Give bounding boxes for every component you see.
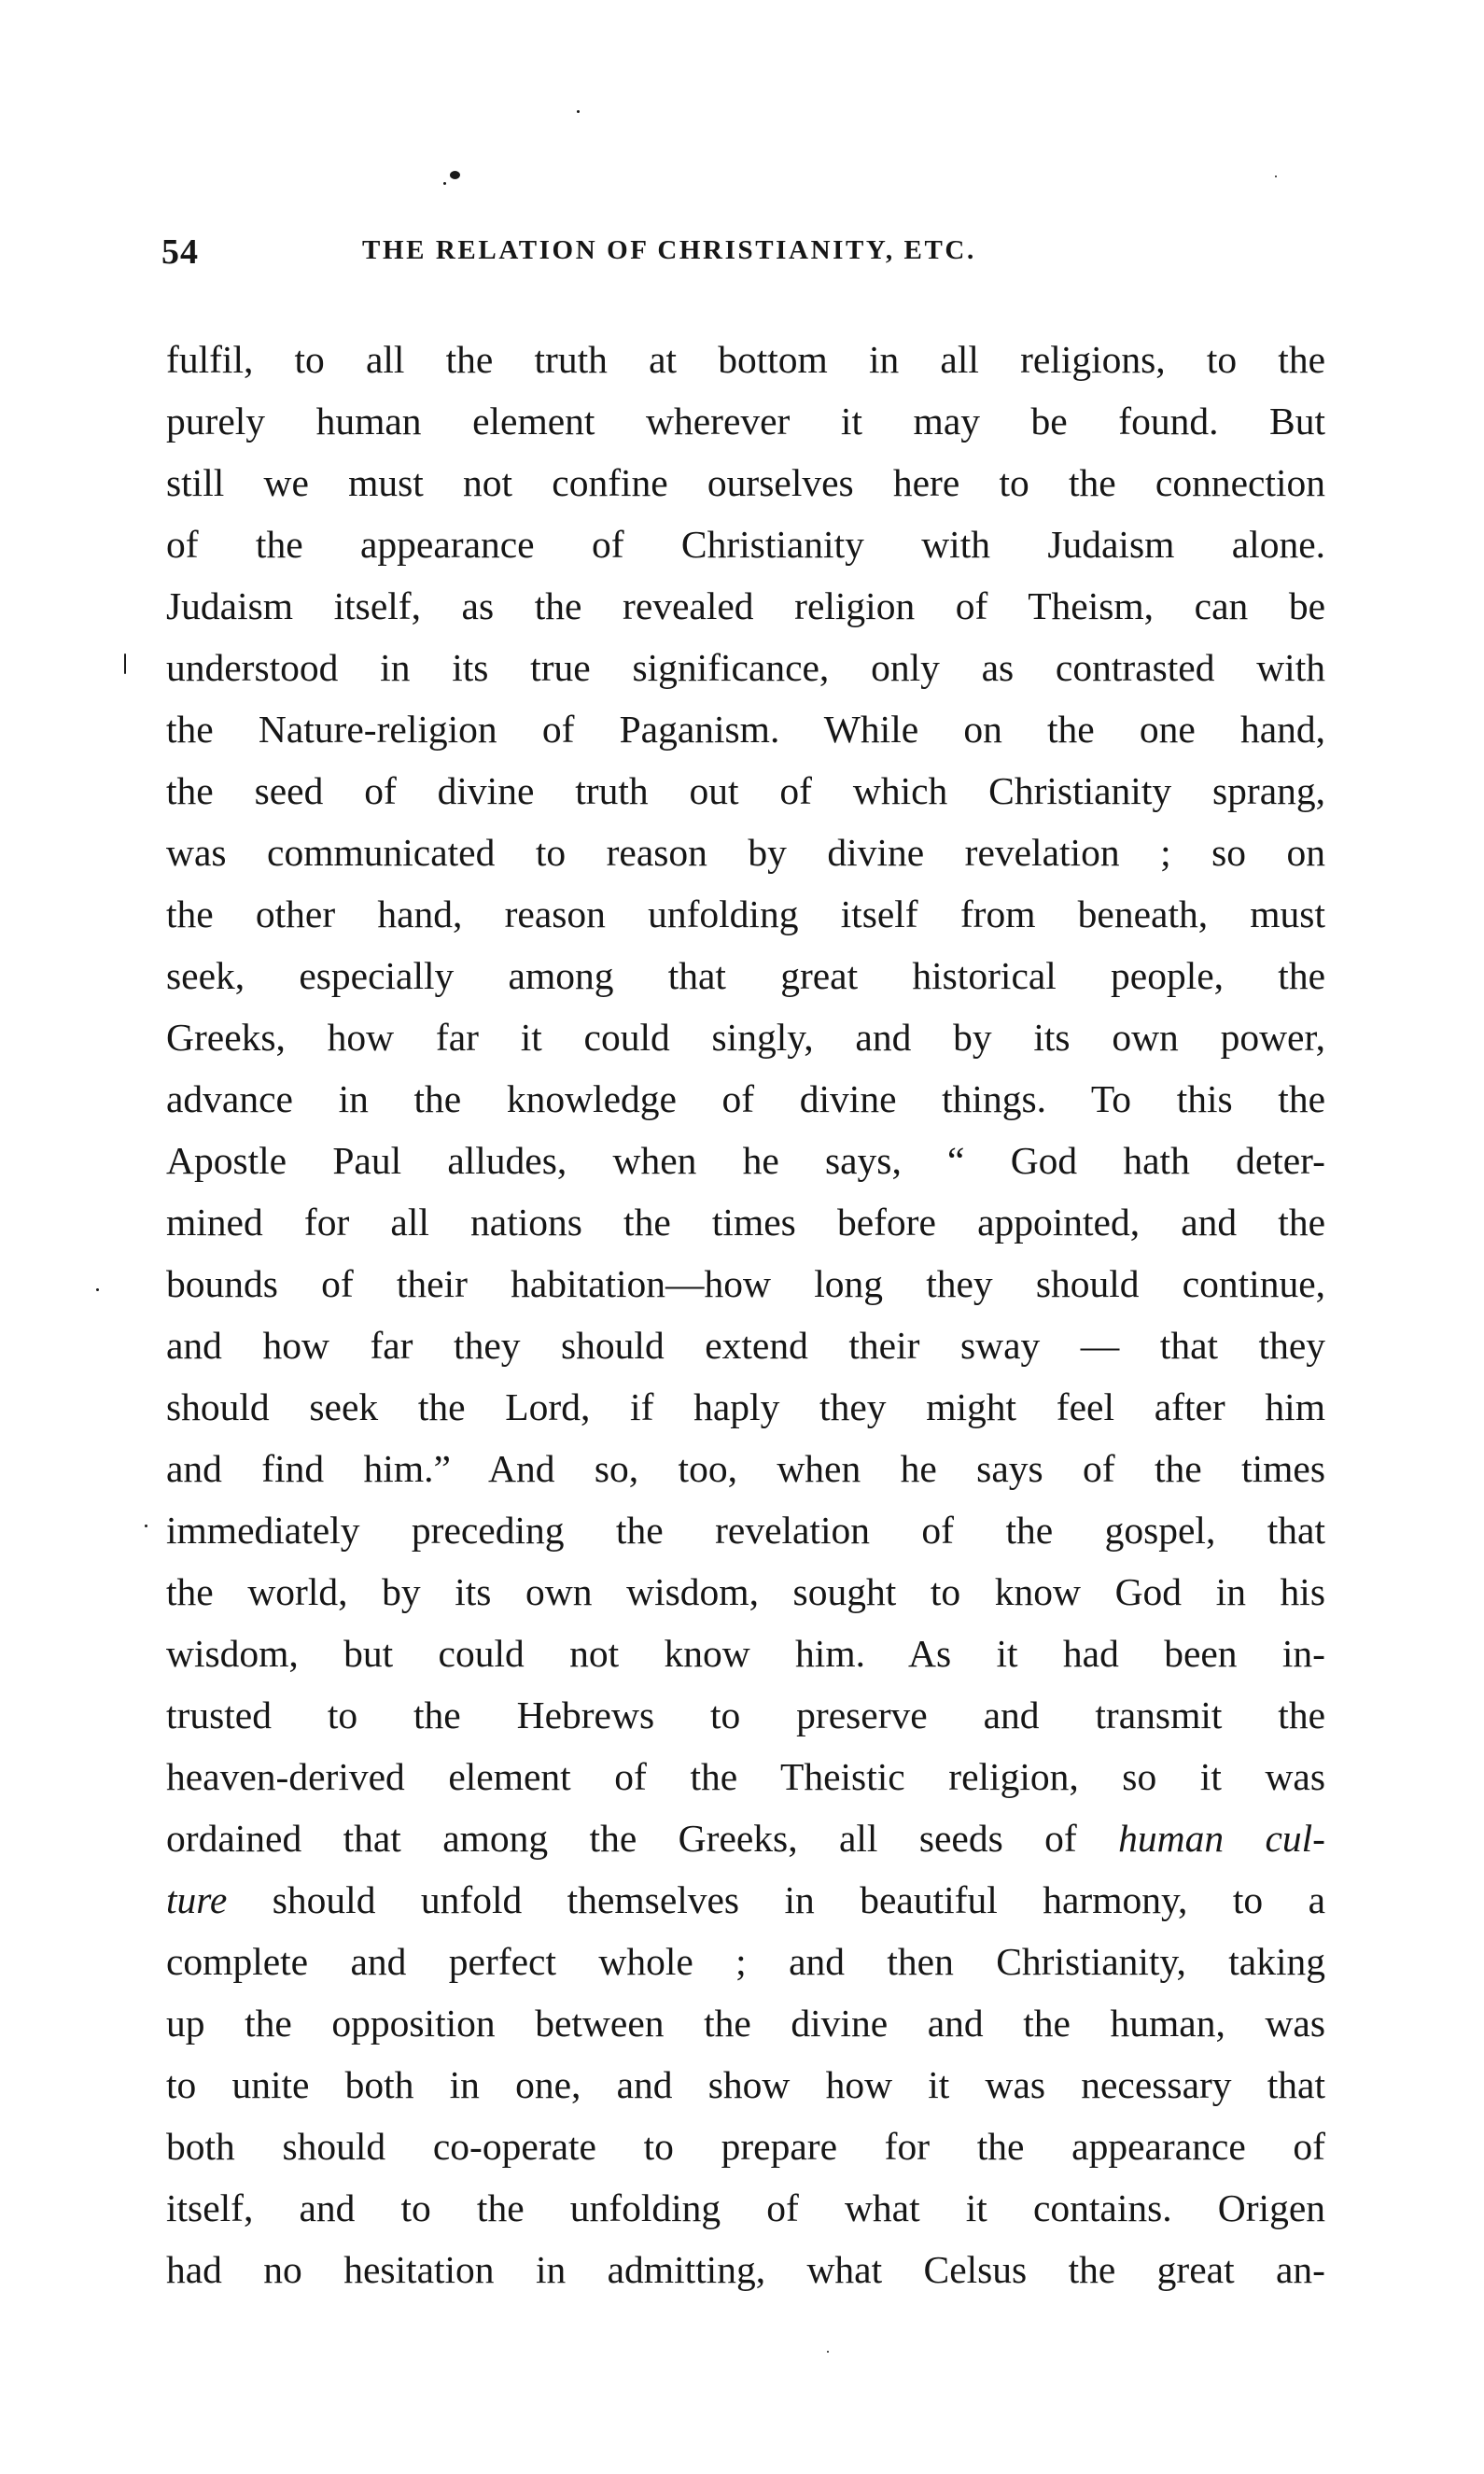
page-number: 54 [161, 232, 199, 272]
text-line: trusted to the Hebrews to preserve and transmit the [166, 1694, 1325, 1736]
text-line: Judaism itself, as the revealed religion of Theism, can be [166, 584, 1325, 627]
text-line: fulfil, to all the truth at bottom in all religions, to the [166, 338, 1325, 381]
text-line: both should co-operate to prepare for the appearance of [166, 2125, 1325, 2168]
ink-speck [443, 182, 446, 185]
text-line: immediately preceding the revelation of the gospel, that [166, 1509, 1325, 1552]
body-text [166, 329, 1325, 2300]
text-run: ordained that among the Greeks, all seeds of [166, 1817, 1119, 1860]
ink-speck [577, 110, 580, 113]
ink-speck [96, 1288, 99, 1291]
text-run: should unfold themselves in beautiful harmony, to a [227, 1878, 1325, 1921]
running-title: THE RELATION OF CHRISTIANITY, ETC. [362, 235, 976, 265]
ink-speck [827, 2351, 829, 2353]
text-line: bounds of their habitation—how long they should continue, [166, 1262, 1325, 1305]
text-line: Apostle Paul alludes, when he says, “ God hath deter- [166, 1139, 1325, 1182]
text-line: the world, by its own wisdom, sought to know God in his [166, 1570, 1325, 1613]
text-line [166, 1869, 1325, 1931]
italic-text: human cul- [1118, 1817, 1325, 1860]
text-line [166, 1807, 1325, 1869]
text-line: and how far they should extend their sway — that they [166, 1324, 1325, 1367]
text-line: and find him.” And so, too, when he says of the times [166, 1447, 1325, 1490]
text-line: purely human element wherever it may be found. But [166, 400, 1325, 443]
running-head [161, 232, 1328, 278]
text-line: had no hesitation in admitting, what Celsus the great an- [166, 2248, 1325, 2291]
text-line: Greeks, how far it could singly, and by its own power, [166, 1016, 1325, 1059]
margin-mark [124, 654, 126, 674]
ink-speck [145, 1525, 147, 1527]
ink-speck [1275, 176, 1277, 177]
text-line: was communicated to reason by divine revelation ; so on [166, 831, 1325, 874]
text-line: seek, especially among that great historical people, the [166, 954, 1325, 997]
text-line: understood in its true significance, only as contrasted with [166, 646, 1325, 689]
text-line: up the opposition between the divine and the human, was [166, 2002, 1325, 2045]
text-line: the other hand, reason unfolding itself from beneath, must [166, 893, 1325, 935]
text-line: advance in the knowledge of divine things. To this the [166, 1077, 1325, 1120]
text-line: the seed of divine truth out of which Christianity sprang, [166, 769, 1325, 812]
ink-blot [450, 171, 460, 179]
text-line: itself, and to the unfolding of what it contains. Origen [166, 2186, 1325, 2229]
text-line: to unite both in one, and show how it was necessary that [166, 2063, 1325, 2106]
text-line: wisdom, but could not know him. As it had been in- [166, 1632, 1325, 1675]
text-line: should seek the Lord, if haply they might feel after him [166, 1385, 1325, 1428]
text-line: still we must not confine ourselves here to the connection [166, 461, 1325, 504]
text-line: the Nature-religion of Paganism. While on the one hand, [166, 708, 1325, 751]
text-line: mined for all nations the times before appointed, and the [166, 1201, 1325, 1244]
text-line: of the appearance of Christianity with Judaism alone. [166, 523, 1325, 566]
text-line: heaven-derived element of the Theistic religion, so it was [166, 1755, 1325, 1798]
text-line: complete and perfect whole ; and then Christianity, taking [166, 1940, 1325, 1983]
italic-text: ture [166, 1878, 228, 1921]
